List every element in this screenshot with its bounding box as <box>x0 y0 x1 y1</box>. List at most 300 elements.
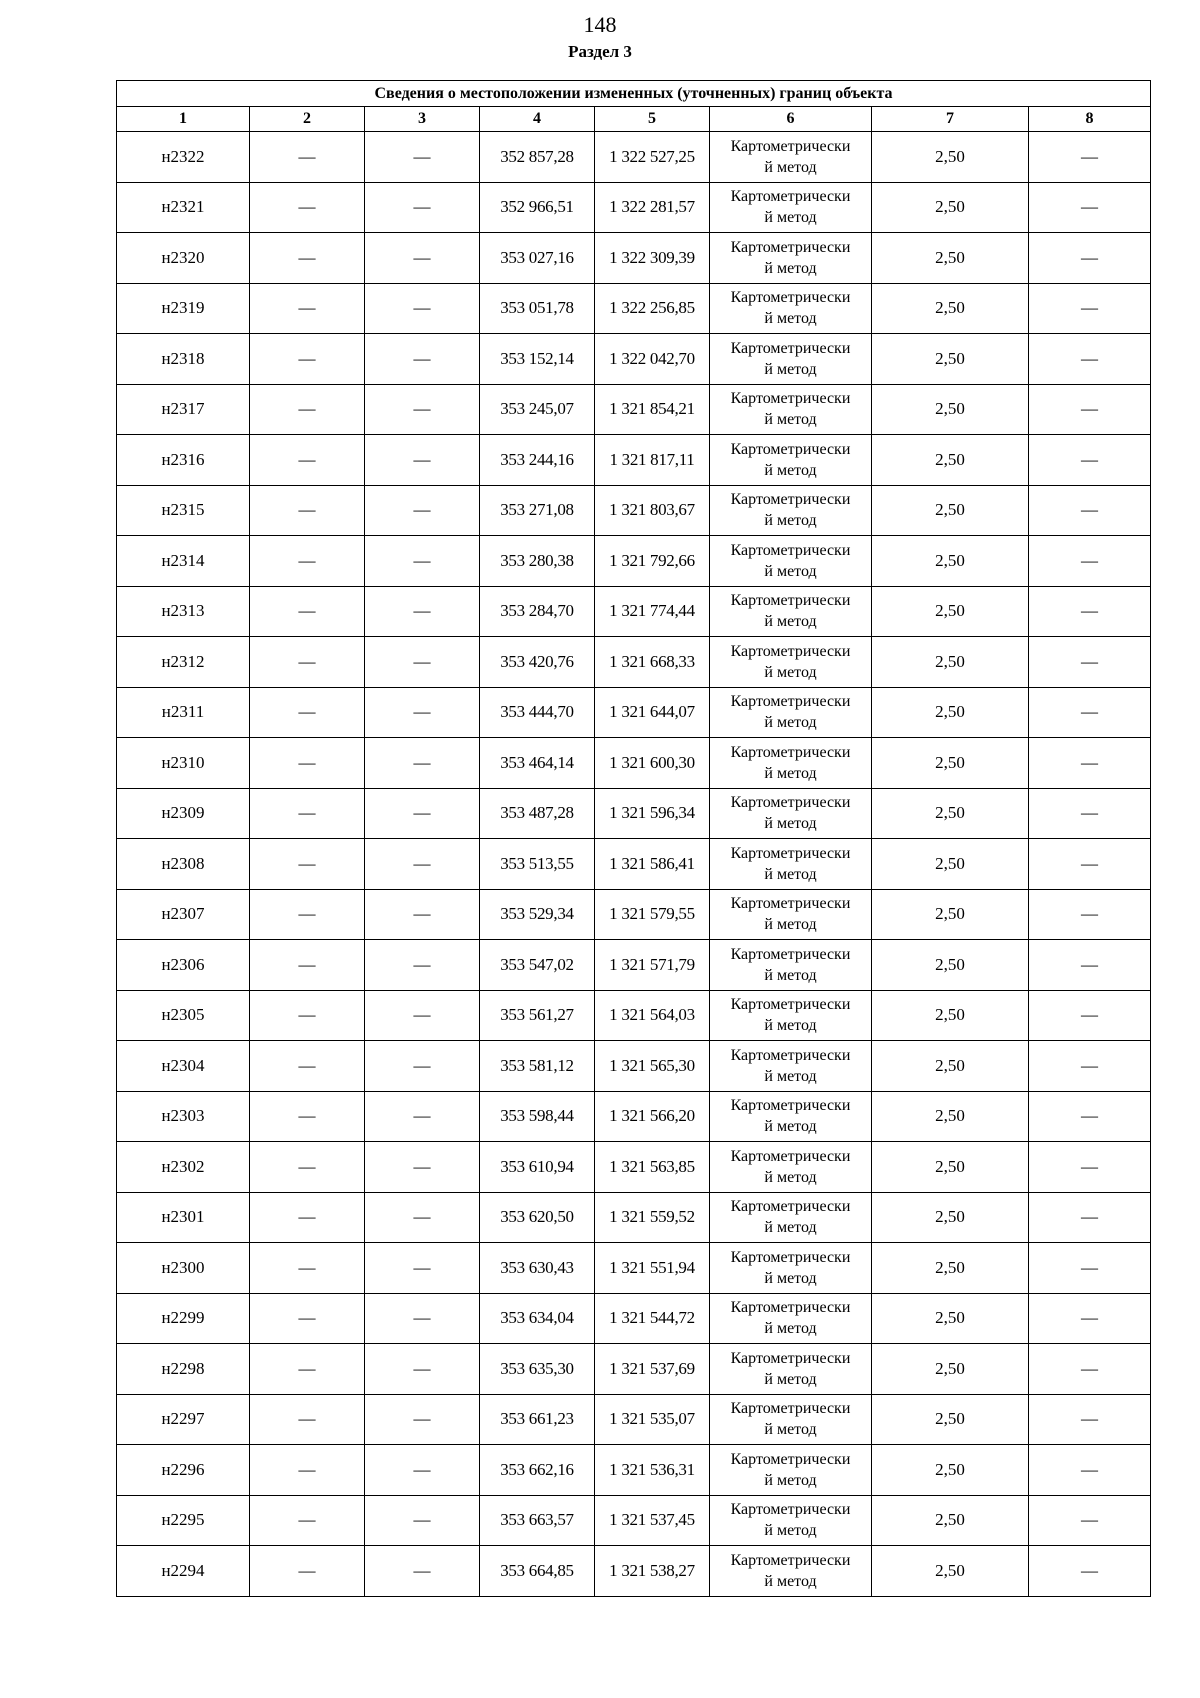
column-3-cell: — <box>365 687 480 738</box>
accuracy-cell: 2,50 <box>872 182 1029 233</box>
x-coordinate-cell: 353 487,28 <box>480 788 595 839</box>
table-row <box>117 1394 1151 1445</box>
column-3-cell: — <box>365 1344 480 1395</box>
column-2-cell: — <box>250 839 365 890</box>
point-id-cell: н2319 <box>117 283 250 334</box>
method-cell <box>710 1445 872 1496</box>
method-text-line-2: й метод <box>764 360 817 378</box>
y-coordinate-cell: 1 321 792,66 <box>595 536 710 587</box>
column-3-cell: — <box>365 738 480 789</box>
y-coordinate-cell: 1 322 527,25 <box>595 132 710 183</box>
method-cell <box>710 182 872 233</box>
method-text-line-2: й метод <box>764 461 817 479</box>
table-row <box>117 1445 1151 1496</box>
point-id-cell: н2297 <box>117 1394 250 1445</box>
table-row <box>117 384 1151 435</box>
column-8-cell: — <box>1029 990 1151 1041</box>
accuracy-cell: 2,50 <box>872 1091 1029 1142</box>
y-coordinate-cell: 1 321 600,30 <box>595 738 710 789</box>
boundary-coordinates-table <box>116 80 1151 1597</box>
accuracy-cell: 2,50 <box>872 1041 1029 1092</box>
point-id-cell: н2315 <box>117 485 250 536</box>
point-id-cell: н2307 <box>117 889 250 940</box>
method-text-line-2: й метод <box>764 764 817 782</box>
column-3-cell: — <box>365 435 480 486</box>
point-id-cell: н2299 <box>117 1293 250 1344</box>
method-text-line-1: Картометрически <box>730 1046 851 1064</box>
x-coordinate-cell: 352 966,51 <box>480 182 595 233</box>
point-id-cell: н2314 <box>117 536 250 587</box>
column-number-7: 7 <box>872 107 1029 132</box>
method-text-line-1: Картометрически <box>730 1147 851 1165</box>
table-row <box>117 889 1151 940</box>
y-coordinate-cell: 1 321 563,85 <box>595 1142 710 1193</box>
accuracy-cell: 2,50 <box>872 485 1029 536</box>
method-text-line-2: й метод <box>764 1421 817 1439</box>
column-3-cell: — <box>365 536 480 587</box>
column-2-cell: — <box>250 485 365 536</box>
column-3-cell: — <box>365 1293 480 1344</box>
method-cell <box>710 940 872 991</box>
column-2-cell: — <box>250 1546 365 1597</box>
y-coordinate-cell: 1 321 668,33 <box>595 637 710 688</box>
y-coordinate-cell: 1 322 256,85 <box>595 283 710 334</box>
point-id-cell: н2298 <box>117 1344 250 1395</box>
accuracy-cell: 2,50 <box>872 738 1029 789</box>
accuracy-cell: 2,50 <box>872 132 1029 183</box>
method-cell <box>710 1344 872 1395</box>
column-number-3: 3 <box>365 107 480 132</box>
y-coordinate-cell: 1 321 579,55 <box>595 889 710 940</box>
column-2-cell: — <box>250 1142 365 1193</box>
column-8-cell: — <box>1029 940 1151 991</box>
point-id-cell: н2308 <box>117 839 250 890</box>
point-id-cell: н2318 <box>117 334 250 385</box>
column-number-6: 6 <box>710 107 872 132</box>
table-row <box>117 1091 1151 1142</box>
column-2-cell: — <box>250 1445 365 1496</box>
point-id-cell: н2294 <box>117 1546 250 1597</box>
accuracy-cell: 2,50 <box>872 1192 1029 1243</box>
x-coordinate-cell: 353 664,85 <box>480 1546 595 1597</box>
method-text-line-1: Картометрически <box>730 188 851 206</box>
method-text-line-2: й метод <box>764 966 817 984</box>
y-coordinate-cell: 1 321 565,30 <box>595 1041 710 1092</box>
table-row <box>117 738 1151 789</box>
column-2-cell: — <box>250 132 365 183</box>
method-cell <box>710 889 872 940</box>
method-text-line-2: й метод <box>764 613 817 631</box>
point-id-cell: н2316 <box>117 435 250 486</box>
x-coordinate-cell: 353 662,16 <box>480 1445 595 1496</box>
method-cell <box>710 586 872 637</box>
column-8-cell: — <box>1029 485 1151 536</box>
column-8-cell: — <box>1029 1091 1151 1142</box>
method-cell <box>710 990 872 1041</box>
method-text-line-1: Картометрически <box>730 440 851 458</box>
method-text-line-2: й метод <box>764 714 817 732</box>
column-3-cell: — <box>365 586 480 637</box>
method-text-line-1: Картометрически <box>730 1198 851 1216</box>
method-text-line-1: Картометрически <box>730 1400 851 1418</box>
x-coordinate-cell: 353 529,34 <box>480 889 595 940</box>
method-text-line-2: й метод <box>764 1269 817 1287</box>
method-text-line-1: Картометрически <box>730 238 851 256</box>
method-text-line-1: Картометрически <box>730 1450 851 1468</box>
method-text-line-1: Картометрически <box>730 1349 851 1367</box>
method-text-line-1: Картометрически <box>730 137 851 155</box>
column-3-cell: — <box>365 940 480 991</box>
x-coordinate-cell: 353 152,14 <box>480 334 595 385</box>
column-3-cell: — <box>365 132 480 183</box>
column-number-8: 8 <box>1029 107 1151 132</box>
column-2-cell: — <box>250 384 365 435</box>
column-2-cell: — <box>250 940 365 991</box>
y-coordinate-cell: 1 321 538,27 <box>595 1546 710 1597</box>
point-id-cell: н2295 <box>117 1495 250 1546</box>
y-coordinate-cell: 1 322 309,39 <box>595 233 710 284</box>
accuracy-cell: 2,50 <box>872 1344 1029 1395</box>
table-row <box>117 637 1151 688</box>
x-coordinate-cell: 353 630,43 <box>480 1243 595 1294</box>
accuracy-cell: 2,50 <box>872 586 1029 637</box>
point-id-cell: н2312 <box>117 637 250 688</box>
method-text-line-1: Картометрически <box>730 1551 851 1569</box>
y-coordinate-cell: 1 322 281,57 <box>595 182 710 233</box>
column-3-cell: — <box>365 1394 480 1445</box>
table-row <box>117 1142 1151 1193</box>
method-text-line-2: й метод <box>764 512 817 530</box>
point-id-cell: н2301 <box>117 1192 250 1243</box>
column-8-cell: — <box>1029 1445 1151 1496</box>
x-coordinate-cell: 353 444,70 <box>480 687 595 738</box>
column-3-cell: — <box>365 1142 480 1193</box>
accuracy-cell: 2,50 <box>872 1546 1029 1597</box>
column-2-cell: — <box>250 1243 365 1294</box>
method-text-line-1: Картометрически <box>730 390 851 408</box>
x-coordinate-cell: 353 620,50 <box>480 1192 595 1243</box>
method-text-line-1: Картометрически <box>730 1097 851 1115</box>
accuracy-cell: 2,50 <box>872 839 1029 890</box>
column-2-cell: — <box>250 637 365 688</box>
method-text-line-2: й метод <box>764 562 817 580</box>
table-row <box>117 132 1151 183</box>
x-coordinate-cell: 353 245,07 <box>480 384 595 435</box>
method-text-line-1: Картометрически <box>730 844 851 862</box>
method-text-line-1: Картометрически <box>730 592 851 610</box>
column-3-cell: — <box>365 384 480 435</box>
method-text-line-1: Картометрически <box>730 1248 851 1266</box>
column-8-cell: — <box>1029 182 1151 233</box>
column-8-cell: — <box>1029 738 1151 789</box>
table-row <box>117 839 1151 890</box>
method-cell <box>710 384 872 435</box>
column-2-cell: — <box>250 586 365 637</box>
column-2-cell: — <box>250 687 365 738</box>
accuracy-cell: 2,50 <box>872 990 1029 1041</box>
method-cell <box>710 233 872 284</box>
y-coordinate-cell: 1 321 854,21 <box>595 384 710 435</box>
table-caption: Сведения о местоположении измененных (уточненных) границ объекта <box>117 81 1151 107</box>
y-coordinate-cell: 1 321 537,69 <box>595 1344 710 1395</box>
column-8-cell: — <box>1029 1495 1151 1546</box>
table-row <box>117 1293 1151 1344</box>
column-3-cell: — <box>365 1192 480 1243</box>
column-3-cell: — <box>365 334 480 385</box>
accuracy-cell: 2,50 <box>872 687 1029 738</box>
method-text-line-2: й метод <box>764 1572 817 1590</box>
column-number-1: 1 <box>117 107 250 132</box>
column-3-cell: — <box>365 788 480 839</box>
y-coordinate-cell: 1 321 551,94 <box>595 1243 710 1294</box>
accuracy-cell: 2,50 <box>872 1495 1029 1546</box>
table-row <box>117 435 1151 486</box>
y-coordinate-cell: 1 321 535,07 <box>595 1394 710 1445</box>
method-text-line-2: й метод <box>764 209 817 227</box>
table-row <box>117 334 1151 385</box>
column-8-cell: — <box>1029 1041 1151 1092</box>
x-coordinate-cell: 353 581,12 <box>480 1041 595 1092</box>
method-text-line-2: й метод <box>764 158 817 176</box>
method-cell <box>710 839 872 890</box>
column-2-cell: — <box>250 1041 365 1092</box>
table-row <box>117 182 1151 233</box>
accuracy-cell: 2,50 <box>872 889 1029 940</box>
column-3-cell: — <box>365 889 480 940</box>
method-cell <box>710 1546 872 1597</box>
accuracy-cell: 2,50 <box>872 788 1029 839</box>
column-2-cell: — <box>250 334 365 385</box>
column-3-cell: — <box>365 839 480 890</box>
method-cell <box>710 1243 872 1294</box>
table-body <box>117 132 1151 1597</box>
method-cell <box>710 536 872 587</box>
method-cell <box>710 485 872 536</box>
method-cell <box>710 788 872 839</box>
column-2-cell: — <box>250 1394 365 1445</box>
column-2-cell: — <box>250 1192 365 1243</box>
y-coordinate-cell: 1 321 544,72 <box>595 1293 710 1344</box>
column-3-cell: — <box>365 1546 480 1597</box>
method-text-line-2: й метод <box>764 411 817 429</box>
method-cell <box>710 738 872 789</box>
x-coordinate-cell: 353 051,78 <box>480 283 595 334</box>
table-row <box>117 687 1151 738</box>
point-id-cell: н2313 <box>117 586 250 637</box>
x-coordinate-cell: 353 420,76 <box>480 637 595 688</box>
table-row <box>117 1243 1151 1294</box>
x-coordinate-cell: 353 561,27 <box>480 990 595 1041</box>
column-3-cell: — <box>365 283 480 334</box>
x-coordinate-cell: 353 027,16 <box>480 233 595 284</box>
x-coordinate-cell: 353 464,14 <box>480 738 595 789</box>
method-text-line-1: Картометрически <box>730 1501 851 1519</box>
table-row <box>117 1546 1151 1597</box>
column-8-cell: — <box>1029 132 1151 183</box>
column-8-cell: — <box>1029 687 1151 738</box>
column-8-cell: — <box>1029 1293 1151 1344</box>
y-coordinate-cell: 1 321 586,41 <box>595 839 710 890</box>
y-coordinate-cell: 1 322 042,70 <box>595 334 710 385</box>
column-2-cell: — <box>250 788 365 839</box>
y-coordinate-cell: 1 321 536,31 <box>595 1445 710 1496</box>
point-id-cell: н2317 <box>117 384 250 435</box>
column-3-cell: — <box>365 485 480 536</box>
table-row <box>117 485 1151 536</box>
method-cell <box>710 637 872 688</box>
table-row <box>117 586 1151 637</box>
x-coordinate-cell: 352 857,28 <box>480 132 595 183</box>
y-coordinate-cell: 1 321 774,44 <box>595 586 710 637</box>
y-coordinate-cell: 1 321 559,52 <box>595 1192 710 1243</box>
point-id-cell: н2310 <box>117 738 250 789</box>
column-8-cell: — <box>1029 788 1151 839</box>
method-text-line-1: Картометрически <box>730 541 851 559</box>
y-coordinate-cell: 1 321 817,11 <box>595 435 710 486</box>
column-8-cell: — <box>1029 586 1151 637</box>
column-2-cell: — <box>250 536 365 587</box>
column-8-cell: — <box>1029 283 1151 334</box>
column-2-cell: — <box>250 1091 365 1142</box>
method-text-line-1: Картометрически <box>730 743 851 761</box>
method-text-line-2: й метод <box>764 1067 817 1085</box>
method-text-line-2: й метод <box>764 1168 817 1186</box>
method-cell <box>710 1394 872 1445</box>
x-coordinate-cell: 353 244,16 <box>480 435 595 486</box>
x-coordinate-cell: 353 635,30 <box>480 1344 595 1395</box>
column-number-row <box>117 107 1151 132</box>
method-text-line-2: й метод <box>764 663 817 681</box>
column-8-cell: — <box>1029 1344 1151 1395</box>
method-text-line-1: Картометрически <box>730 945 851 963</box>
x-coordinate-cell: 353 634,04 <box>480 1293 595 1344</box>
column-3-cell: — <box>365 637 480 688</box>
method-cell <box>710 1495 872 1546</box>
method-cell <box>710 1192 872 1243</box>
column-number-2: 2 <box>250 107 365 132</box>
y-coordinate-cell: 1 321 566,20 <box>595 1091 710 1142</box>
column-3-cell: — <box>365 1243 480 1294</box>
x-coordinate-cell: 353 513,55 <box>480 839 595 890</box>
column-2-cell: — <box>250 435 365 486</box>
method-text-line-1: Картометрически <box>730 339 851 357</box>
table-caption-row <box>117 81 1151 107</box>
accuracy-cell: 2,50 <box>872 1293 1029 1344</box>
point-id-cell: н2300 <box>117 1243 250 1294</box>
column-number-4: 4 <box>480 107 595 132</box>
table-row <box>117 1041 1151 1092</box>
column-8-cell: — <box>1029 1192 1151 1243</box>
column-8-cell: — <box>1029 839 1151 890</box>
column-3-cell: — <box>365 1091 480 1142</box>
column-2-cell: — <box>250 738 365 789</box>
method-cell <box>710 1293 872 1344</box>
method-text-line-2: й метод <box>764 865 817 883</box>
point-id-cell: н2303 <box>117 1091 250 1142</box>
section-title: Раздел 3 <box>568 42 632 61</box>
column-2-cell: — <box>250 182 365 233</box>
column-8-cell: — <box>1029 384 1151 435</box>
column-2-cell: — <box>250 1293 365 1344</box>
accuracy-cell: 2,50 <box>872 1394 1029 1445</box>
method-text-line-1: Картометрически <box>730 1299 851 1317</box>
method-text-line-1: Картометрически <box>730 491 851 509</box>
page-number: 148 <box>583 12 617 37</box>
method-text-line-2: й метод <box>764 310 817 328</box>
point-id-cell: н2305 <box>117 990 250 1041</box>
table-row <box>117 940 1151 991</box>
point-id-cell: н2321 <box>117 182 250 233</box>
point-id-cell: н2311 <box>117 687 250 738</box>
accuracy-cell: 2,50 <box>872 334 1029 385</box>
x-coordinate-cell: 353 661,23 <box>480 1394 595 1445</box>
point-id-cell: н2309 <box>117 788 250 839</box>
column-3-cell: — <box>365 182 480 233</box>
column-2-cell: — <box>250 1344 365 1395</box>
method-text-line-1: Картометрически <box>730 996 851 1014</box>
accuracy-cell: 2,50 <box>872 940 1029 991</box>
accuracy-cell: 2,50 <box>872 536 1029 587</box>
table-row <box>117 1192 1151 1243</box>
x-coordinate-cell: 353 598,44 <box>480 1091 595 1142</box>
method-cell <box>710 132 872 183</box>
column-2-cell: — <box>250 1495 365 1546</box>
column-8-cell: — <box>1029 1243 1151 1294</box>
method-text-line-2: й метод <box>764 1219 817 1237</box>
method-cell <box>710 687 872 738</box>
column-3-cell: — <box>365 1445 480 1496</box>
column-8-cell: — <box>1029 1142 1151 1193</box>
column-8-cell: — <box>1029 1546 1151 1597</box>
table-row <box>117 283 1151 334</box>
accuracy-cell: 2,50 <box>872 1142 1029 1193</box>
method-cell <box>710 334 872 385</box>
method-cell <box>710 1142 872 1193</box>
method-text-line-2: й метод <box>764 1522 817 1540</box>
y-coordinate-cell: 1 321 644,07 <box>595 687 710 738</box>
y-coordinate-cell: 1 321 571,79 <box>595 940 710 991</box>
column-3-cell: — <box>365 233 480 284</box>
column-8-cell: — <box>1029 536 1151 587</box>
method-text-line-1: Картометрически <box>730 794 851 812</box>
column-number-5: 5 <box>595 107 710 132</box>
method-text-line-1: Картометрически <box>730 289 851 307</box>
x-coordinate-cell: 353 610,94 <box>480 1142 595 1193</box>
y-coordinate-cell: 1 321 596,34 <box>595 788 710 839</box>
accuracy-cell: 2,50 <box>872 1445 1029 1496</box>
x-coordinate-cell: 353 280,38 <box>480 536 595 587</box>
column-8-cell: — <box>1029 889 1151 940</box>
method-cell <box>710 283 872 334</box>
method-text-line-1: Картометрически <box>730 693 851 711</box>
point-id-cell: н2304 <box>117 1041 250 1092</box>
method-text-line-2: й метод <box>764 1320 817 1338</box>
column-2-cell: — <box>250 990 365 1041</box>
table-row <box>117 990 1151 1041</box>
method-text-line-2: й метод <box>764 1118 817 1136</box>
column-3-cell: — <box>365 1041 480 1092</box>
point-id-cell: н2320 <box>117 233 250 284</box>
point-id-cell: н2302 <box>117 1142 250 1193</box>
method-text-line-2: й метод <box>764 1017 817 1035</box>
column-8-cell: — <box>1029 334 1151 385</box>
method-text-line-1: Картометрически <box>730 895 851 913</box>
column-2-cell: — <box>250 233 365 284</box>
point-id-cell: н2306 <box>117 940 250 991</box>
accuracy-cell: 2,50 <box>872 384 1029 435</box>
table-row <box>117 536 1151 587</box>
method-text-line-1: Картометрически <box>730 642 851 660</box>
